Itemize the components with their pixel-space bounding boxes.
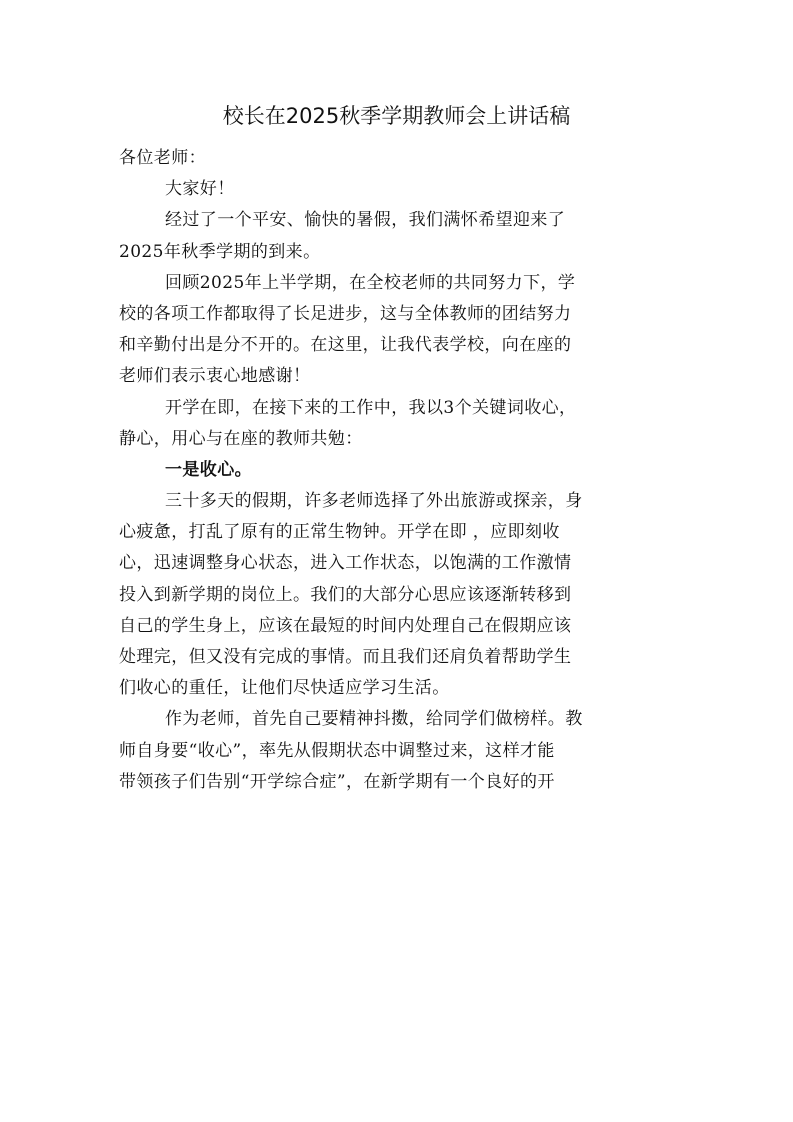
paragraph-line: 开学在即，在接下来的工作中，我以3个关键词收心， — [165, 397, 577, 418]
paragraph-line: 和辛勤付出是分不开的。在这里，让我代表学校，向在座的 — [119, 335, 572, 356]
greeting: 大家好！ — [165, 179, 235, 200]
paragraph-line: 老师们表示衷心地感谢！ — [119, 366, 311, 387]
section-heading: 一是收心。 — [165, 459, 252, 480]
document-title: 校长在2025秋季学期教师会上讲话稿 — [222, 104, 571, 128]
document-body — [119, 143, 675, 798]
paragraph-line: 经过了一个平安、愉快的暑假，我们满怀希望迎来了 — [165, 210, 566, 231]
paragraph-line: 心疲惫，打乱了原有的正常生物钟。开学在即 ，应即刻收 — [119, 522, 560, 543]
paragraph-line: 自己的学生身上，应该在最短的时间内处理自己在假期应该 — [119, 615, 572, 636]
paragraph-line: 2025年秋季学期的到来。 — [119, 241, 321, 262]
paragraph-line: 师自身要“收心”，率先从假期状态中调整过来，这样才能 — [119, 740, 555, 761]
salutation: 各位老师： — [119, 148, 206, 168]
paragraph-line: 三十多天的假期，许多老师选择了外出旅游或探亲，身 — [165, 491, 583, 512]
paragraph-line: 心，迅速调整身心状态，进入工作状态，以饱满的工作激情 — [119, 553, 572, 574]
paragraph-line: 校的各项工作都取得了长足进步，这与全体教师的团结努力 — [119, 303, 572, 324]
paragraph-line: 处理完，但又没有完成的事情。而且我们还肩负着帮助学生 — [119, 647, 572, 667]
paragraph-line: 投入到新学期的岗位上。我们的大部分心思应该逐渐转移到 — [119, 584, 572, 605]
paragraph-line: 带领孩子们告别“开学综合症”，在新学期有一个良好的开 — [119, 771, 555, 792]
paragraph-line: 静心，用心与在座的教师共勉： — [119, 428, 363, 449]
paragraph-line: 们收心的重任，让他们尽快适应学习生活。 — [119, 678, 450, 699]
paragraph-line: 作为老师，首先自己要精神抖擞，给同学们做榜样。教 — [165, 709, 583, 730]
paragraph-line: 回顾2025年上半学期，在全校老师的共同努力下，学 — [165, 272, 576, 293]
